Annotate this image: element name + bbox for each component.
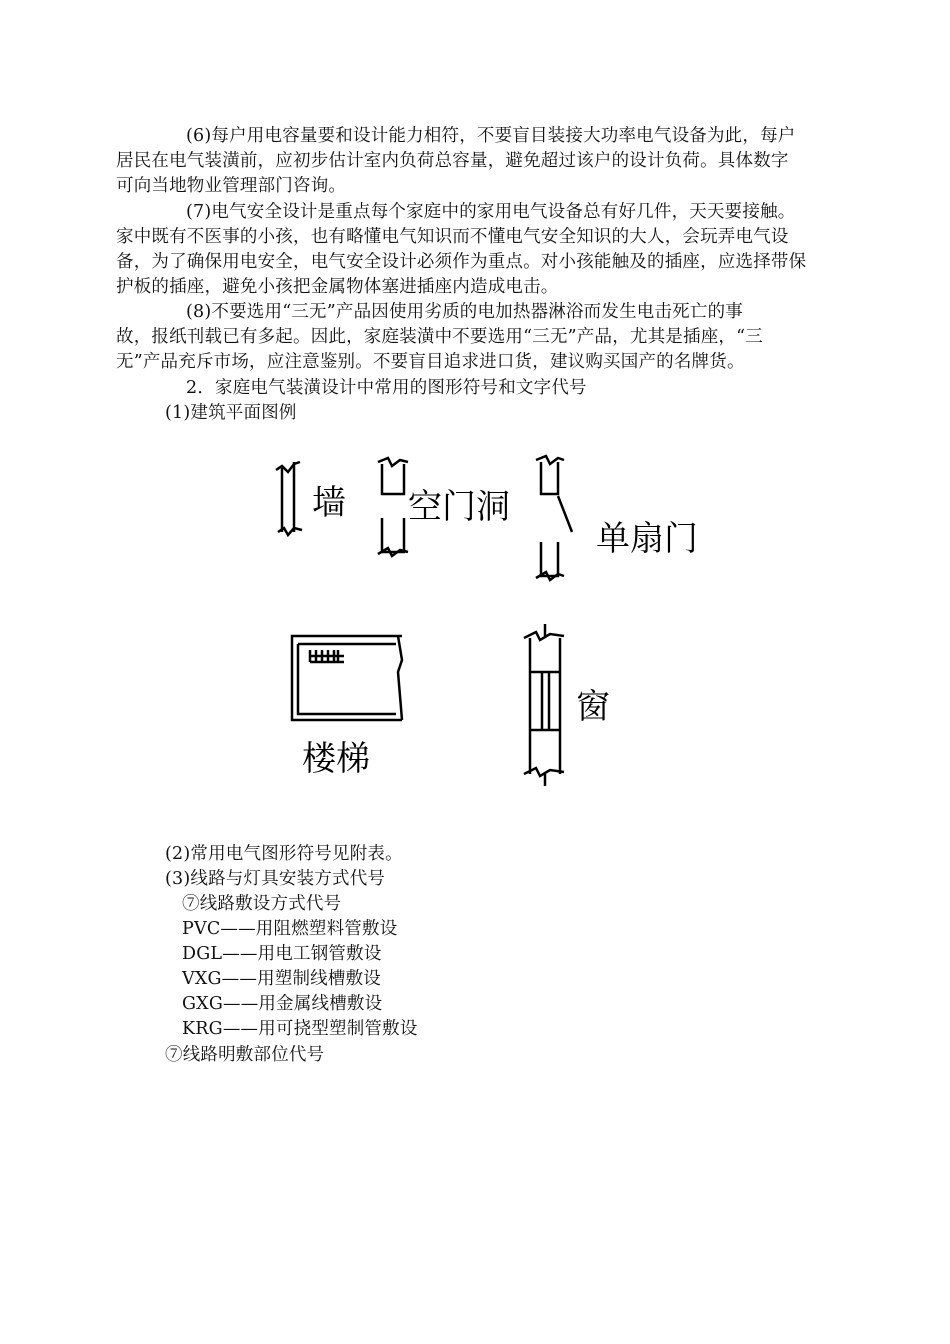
subsection-3-title: (3)线路与灯具安装方式代号 — [165, 869, 386, 889]
paragraph-7-line-1: (7)电气安全设计是重点每个家庭中的家用电气设备总有好几件，天天要接触。 — [186, 202, 796, 222]
stairs-symbol — [292, 636, 402, 720]
paragraph-6-line-1: (6)每户用电容量要和设计能力相符，不要盲目装接大功率电气设备为此，每户 — [186, 126, 796, 146]
legend-drawing — [258, 440, 728, 800]
wall-symbol — [276, 462, 302, 535]
code-line-gxg: GXG——用金属线槽敷设 — [182, 994, 383, 1014]
door-opening-symbol — [378, 458, 408, 556]
building-plan-legend-figure — [258, 440, 728, 800]
single-door-symbol — [536, 456, 572, 580]
code-line-vxg: VXG——用塑制线槽敷设 — [182, 969, 381, 989]
door-opening-label: 空门洞 — [408, 487, 510, 527]
code-line-krg: KRG——用可挠型塑制管敷设 — [182, 1019, 418, 1039]
code-line-pvc: PVC——用阻燃塑料管敷设 — [182, 919, 398, 939]
subsection-1-title: (1)建筑平面图例 — [165, 403, 297, 423]
paragraph-6-line-2: 居民在电气装潢前，应初步估计室内负荷总容量，避免超过该户的设计负荷。具体数字 — [116, 151, 789, 171]
window-label: 窗 — [576, 687, 610, 727]
paragraph-7-line-3: 备，为了确保用电安全，电气安全设计必须作为重点。对小孩能触及的插座，应选择带保 — [116, 252, 807, 272]
paragraph-8-line-3: 无”产品充斥市场，应注意鉴别。不要盲目追求进口货，建议购买国产的名牌货。 — [116, 352, 745, 372]
subsection-2-text: (2)常用电气图形符号见附表。 — [165, 844, 403, 864]
code-line-dgl: DGL——用电工钢管敷设 — [182, 944, 382, 964]
wall-label: 墙 — [312, 483, 346, 523]
section-2-title: 2．家庭电气装潢设计中常用的图形符号和文字代号 — [186, 378, 587, 398]
paragraph-8-line-2: 故，报纸刊载已有多起。因此，家庭装潢中不要选用“三无”产品，尤其是插座，“三 — [116, 327, 763, 347]
item-a-title: ⑦线路敷设方式代号 — [182, 894, 342, 914]
window-symbol — [524, 624, 564, 786]
paragraph-7-line-4: 护板的插座，避免小孩把金属物体塞进插座内造成电击。 — [116, 277, 559, 297]
paragraph-7-line-2: 家中既有不医事的小孩，也有略懂电气知识而不懂电气安全知识的大人，会玩弄电气设 — [116, 227, 789, 247]
paragraph-8-line-1: (8)不要选用“三无”产品因使用劣质的电加热器淋浴而发生电击死亡的事 — [186, 302, 743, 322]
paragraph-6-line-3: 可向当地物业管理部门咨询。 — [116, 176, 347, 196]
item-b-title: ⑦线路明敷部位代号 — [165, 1045, 325, 1065]
stairs-label: 楼梯 — [302, 739, 370, 779]
single-door-label: 单扇门 — [596, 519, 698, 559]
